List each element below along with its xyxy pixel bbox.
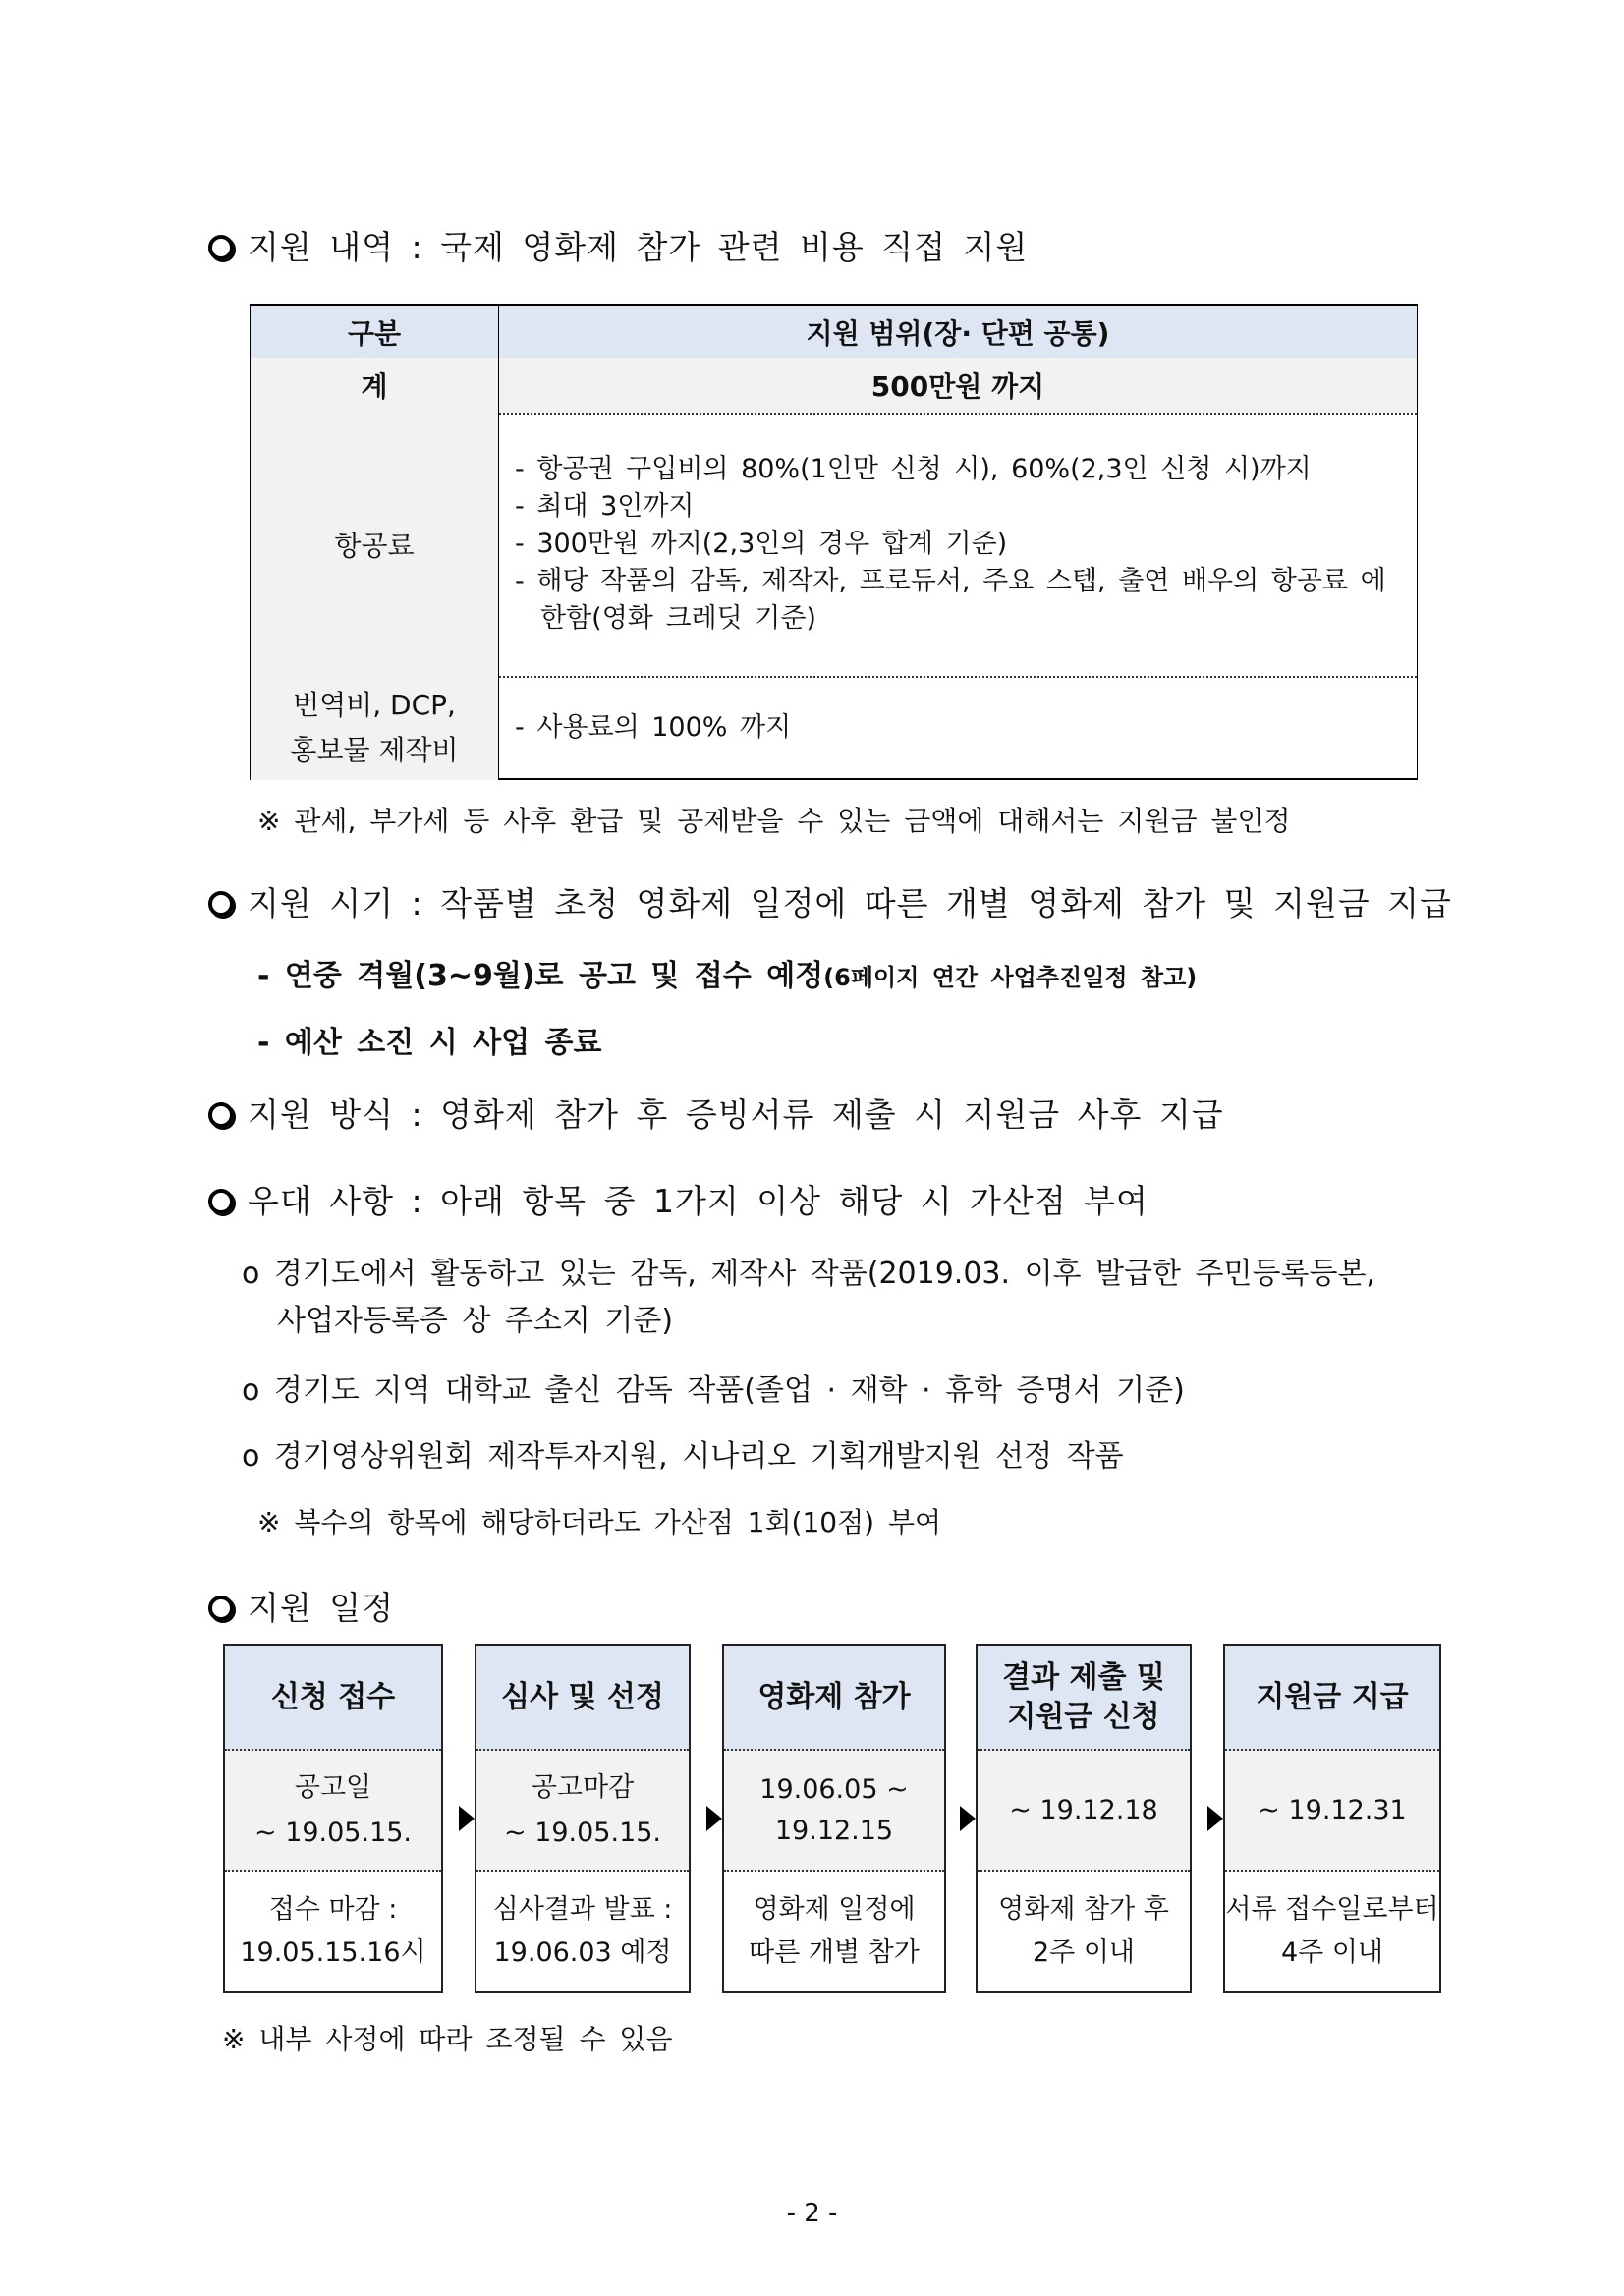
section-heading-method: [208, 1095, 1224, 1135]
schedule-step-review: [475, 1644, 691, 1993]
circle-bullet-icon: [208, 1596, 234, 1621]
heading-text: 지원 방식 : 영화제 참가 후 증빙서류 제출 시 지원금 사후 지급: [248, 1095, 1224, 1134]
period-line: ~ 19.12.18: [1009, 1794, 1158, 1825]
total-label: 계: [251, 358, 499, 413]
detail-line: 19.06.03 예정: [493, 1937, 672, 1968]
step-period: [476, 1751, 689, 1872]
item-line: o 경기도에서 활동하고 있는 감독, 제작사 작품(2019.03. 이후 발급한 주민등록등본,: [242, 1257, 1375, 1291]
table-note: ※ 관세, 부가세 등 사후 환급 및 공제받을 수 있는 금액에 대해서는 지원금 불인정: [257, 805, 1291, 837]
table-header-row: [251, 306, 1417, 360]
step-detail: [978, 1872, 1190, 1991]
label-line: 홍보물 제작비: [290, 734, 459, 766]
detail-line: 4주 이내: [1280, 1937, 1383, 1968]
period-line: ~ 19.12.31: [1258, 1794, 1407, 1825]
step-title: 영화제 참가: [724, 1646, 944, 1751]
detail-line: 영화제 일정에: [753, 1894, 916, 1925]
row-label-translation: [251, 676, 499, 780]
step-detail: [1225, 1872, 1439, 1991]
label-line: 번역비, DCP,: [293, 689, 456, 721]
timing-sub-1: [257, 957, 1197, 997]
table-row-airfare: [251, 413, 1417, 678]
table-row-translation: [251, 676, 1417, 780]
heading-text: 지원 일정: [248, 1589, 395, 1627]
sub-text: - 연중 격월(3~9월)로 공고 및 접수 예정: [257, 959, 824, 993]
timing-sub-2: [257, 1024, 602, 1063]
detail-line: 심사결과 발표 :: [492, 1894, 673, 1925]
list-item: - 사용료의 100% 까지: [515, 709, 791, 747]
detail-line: 따른 개별 참가: [749, 1937, 920, 1968]
circle-bullet-icon: [208, 235, 234, 260]
arrow-right-icon: [1207, 1806, 1223, 1831]
preference-item-3: o 경기영상위원회 제작투자지원, 시나리오 기획개발지원 선정 작품: [242, 1439, 1124, 1474]
page-number: - 2 -: [786, 2199, 838, 2228]
period-line: 19.12.15: [774, 1815, 894, 1846]
schedule-step-application: [223, 1644, 443, 1993]
schedule-step-payment: [1223, 1644, 1441, 1993]
translation-list: [499, 709, 791, 747]
preference-item-2: o 경기도 지역 대학교 출신 감독 작품(졸업 · 재학 · 휴학 증명서 기준): [242, 1373, 1185, 1408]
item-line: 사업자등록증 상 주소지 기준): [277, 1304, 674, 1338]
section-heading-schedule: [208, 1589, 394, 1628]
period-line: ~ 19.05.15.: [253, 1817, 413, 1848]
step-period: [978, 1751, 1190, 1872]
period-line: 19.06.05 ~: [759, 1773, 909, 1805]
schedule-step-festival: [722, 1644, 946, 1993]
section-heading-details: [208, 228, 1028, 267]
title-line: 지원금 신청: [1007, 1699, 1160, 1734]
arrow-right-icon: [706, 1806, 722, 1831]
period-line: ~ 19.05.15.: [503, 1817, 662, 1848]
period-line: 공고일: [294, 1771, 372, 1803]
row-content-airfare: [499, 413, 1417, 676]
list-item: - 해당 작품의 감독, 제작자, 프로듀서, 주요 스텝, 출연 배우의 항공료 에 한함(영화 크레딧 기준): [515, 563, 1407, 638]
step-detail: [476, 1872, 689, 1991]
circle-bullet-icon: [208, 891, 234, 917]
step-detail: [225, 1872, 441, 1991]
row-content-translation: [499, 676, 1417, 780]
step-title: 신청 접수: [225, 1646, 441, 1751]
arrow-right-icon: [459, 1806, 475, 1831]
step-period: [1225, 1751, 1439, 1872]
sub-reference: (6페이지 연간 사업추진일정 참고): [823, 964, 1198, 991]
header-category: 구분: [251, 306, 499, 358]
airfare-list: [499, 451, 1407, 638]
arrow-right-icon: [960, 1806, 976, 1831]
list-item: - 300만원 까지(2,3인의 경우 합계 기준): [515, 526, 1407, 563]
schedule-step-report: [976, 1644, 1192, 1993]
title-line: 결과 제출 및: [1002, 1659, 1165, 1695]
step-period: [225, 1751, 441, 1872]
table-total-row: [251, 358, 1417, 415]
detail-line: 영화제 참가 후: [998, 1894, 1169, 1925]
detail-line: 접수 마감 :: [268, 1894, 398, 1925]
preference-note: ※ 복수의 항목에 해당하더라도 가산점 1회(10점) 부여: [257, 1506, 942, 1539]
header-scope: 지원 범위(장· 단편 공통): [499, 306, 1417, 358]
step-title: [978, 1646, 1190, 1751]
step-title: 지원금 지급: [1225, 1646, 1439, 1751]
total-value: 500만원 까지: [499, 358, 1417, 413]
detail-line: 19.05.15.16시: [240, 1937, 426, 1968]
row-label-airfare: 항공료: [251, 413, 499, 676]
circle-bullet-icon: [208, 1189, 234, 1214]
list-item: - 항공권 구입비의 80%(1인만 신청 시), 60%(2,3인 신청 시)까지: [515, 451, 1407, 488]
schedule-note: ※ 내부 사정에 따라 조정될 수 있음: [222, 2023, 673, 2055]
heading-text: 지원 내역 : 국제 영화제 참가 관련 비용 직접 지원: [248, 228, 1029, 266]
section-heading-preference: [208, 1182, 1148, 1221]
detail-line: 2주 이내: [1032, 1937, 1135, 1968]
list-item: - 최대 3인까지: [515, 488, 1407, 526]
heading-text: 지원 시기 : 작품별 초청 영화제 일정에 따른 개별 영화제 참가 및 지원금 지급: [248, 884, 1452, 923]
circle-bullet-icon: [208, 1102, 234, 1128]
heading-text: 우대 사항 : 아래 항목 중 1가지 이상 해당 시 가산점 부여: [248, 1182, 1148, 1220]
support-table: [250, 304, 1418, 780]
step-detail: [724, 1872, 944, 1991]
step-period: [724, 1751, 944, 1872]
detail-line: 서류 접수일로부터: [1225, 1894, 1439, 1925]
sub-text: - 예산 소진 시 사업 종료: [257, 1026, 602, 1060]
section-heading-timing: [208, 884, 1452, 924]
preference-item-1: [242, 1255, 1375, 1341]
period-line: 공고마감: [531, 1771, 635, 1803]
step-title: 심사 및 선정: [476, 1646, 689, 1751]
